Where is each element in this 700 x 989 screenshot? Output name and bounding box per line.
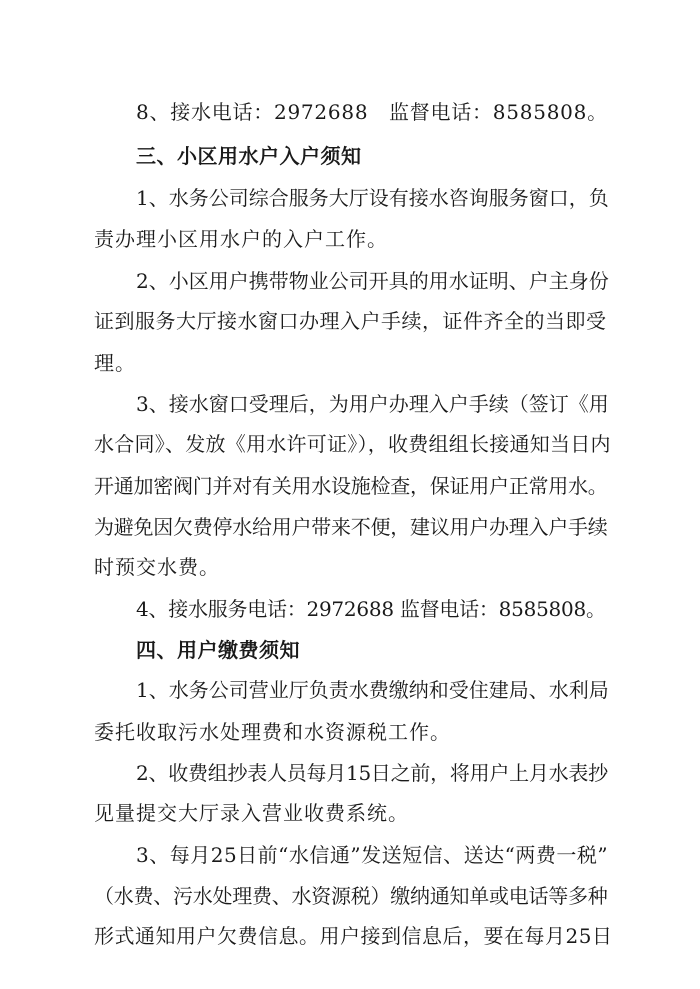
service-phone-line: 4、接水服务电话：2972688 监督电话：8585808。 [136,597,606,621]
paragraph-line: 责办理小区用水户的入户工作。 [94,227,388,251]
paragraph-line: 2、收费组抄表人员每月15日之前，将用户上月水表抄 [136,761,608,785]
paragraph-line: 理。 [94,351,136,375]
paragraph-line: 1、水务公司营业厅负责水费缴纳和受住建局、水利局 [136,678,609,702]
paragraph-line: 见量提交大厅录入营业收费系统。 [94,801,409,825]
paragraph-line: 水合同》、发放《用水许可证》），收费组组长接通知当日内 [94,432,611,456]
paragraph-line: （水费、污水处理费、水资源税）缴纳通知单或电话等多种 [94,884,608,908]
section-heading-3: 三、小区用水户入户须知 [136,144,362,168]
paragraph-line: 3、每月25日前“水信通”发送短信、送达“两费一税” [136,843,609,867]
paragraph-line: 形式通知用户欠费信息。用户接到信息后，要在每月25日 [94,924,613,948]
paragraph-line: 为避免因欠费停水给用户带来不便，建议用户办理入户手续 [94,515,608,539]
paragraph-line: 委托收取污水处理费和水资源税工作。 [94,720,451,744]
paragraph-line: 时预交水费。 [94,555,220,579]
paragraph-line: 2、小区用户携带物业公司开具的用水证明、户主身份 [136,269,609,293]
paragraph-line: 1、水务公司综合服务大厅设有接水咨询服务窗口，负 [136,186,609,210]
contact-phone-line: 8、接水电话：2972688 监督电话：8585808。 [136,100,608,124]
paragraph-line: 证到服务大厅接水窗口办理入户手续，证件齐全的当即受 [94,309,607,333]
paragraph-line: 开通加密阀门并对有关用水设施检查，保证用户正常用水。 [94,474,608,498]
paragraph-line: 3、接水窗口受理后，为用户办理入户手续（签订《用 [136,392,609,416]
section-heading-4: 四、用户缴费须知 [136,638,300,662]
